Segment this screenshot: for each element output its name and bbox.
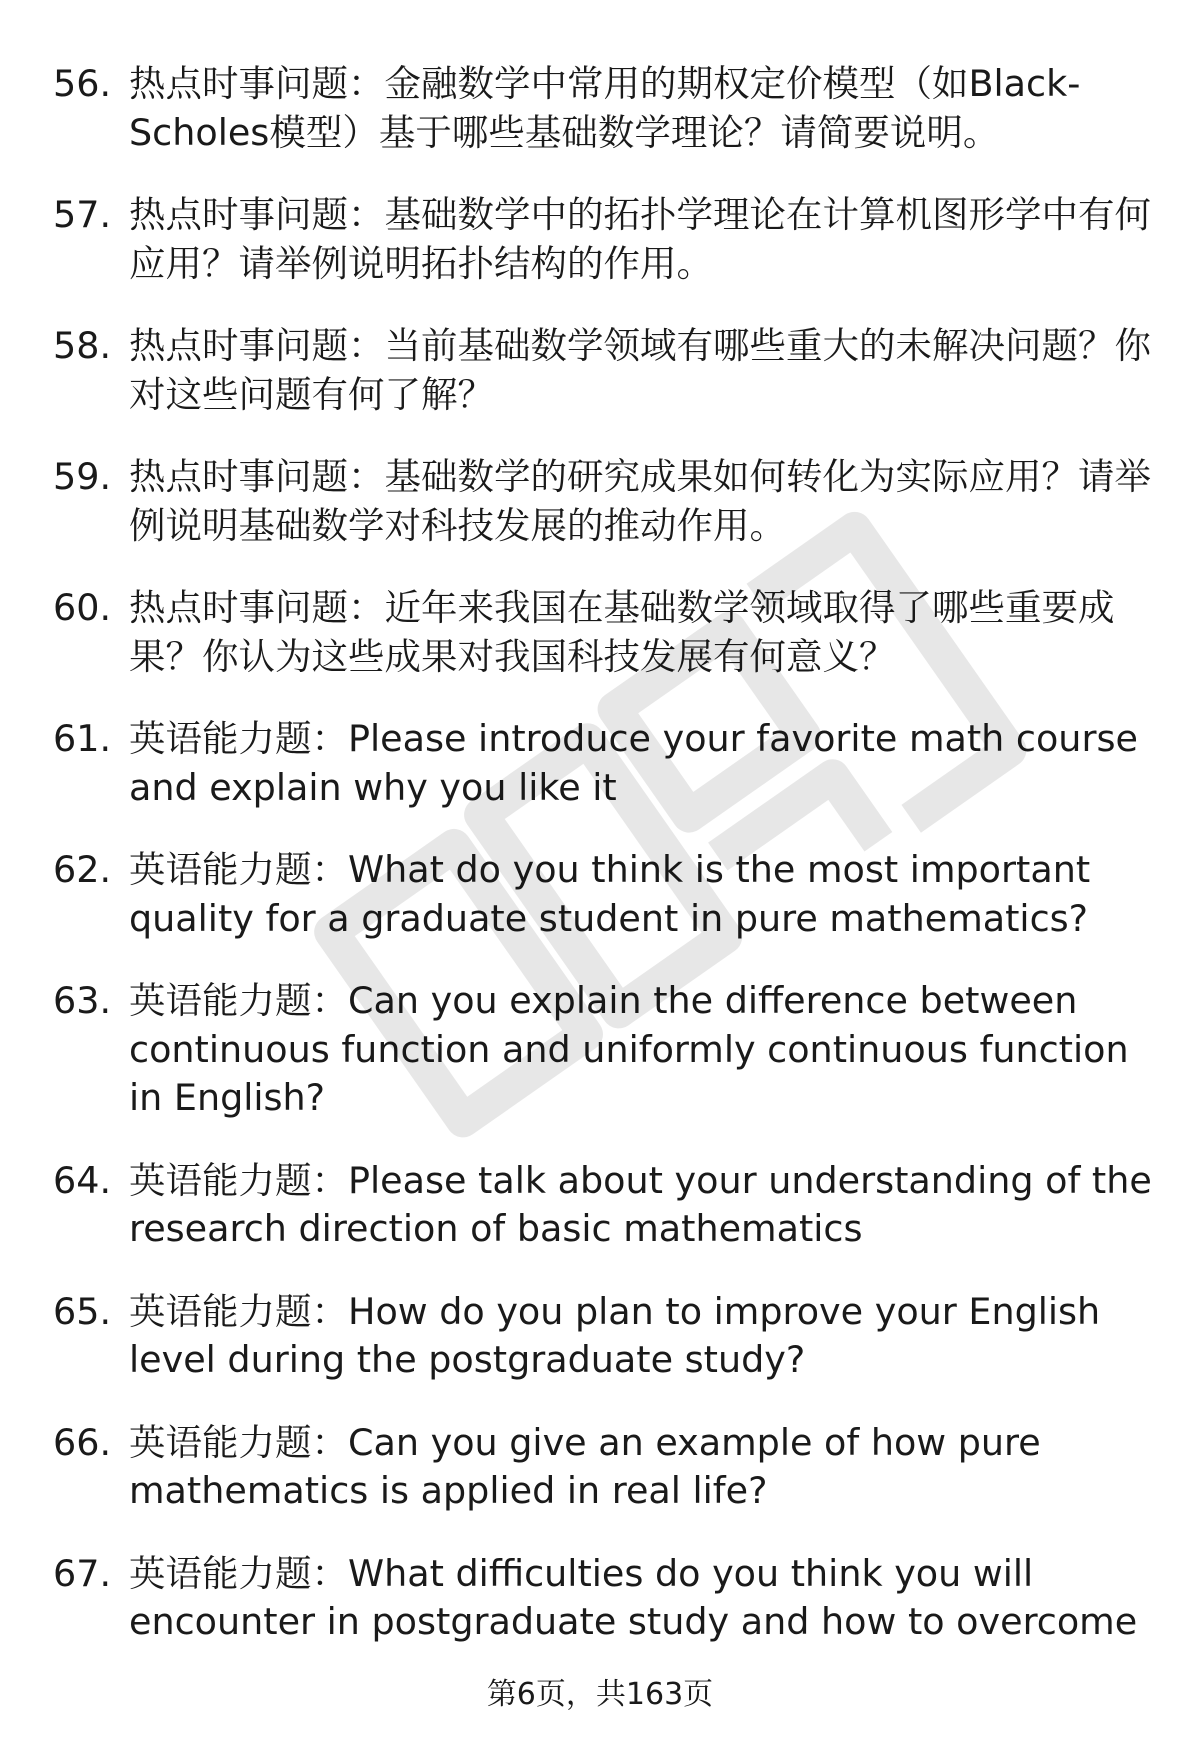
page-footer: 第6页，共163页 [486, 1677, 714, 1712]
question-item [53, 1550, 1160, 1647]
question-list [53, 60, 1160, 1647]
question-text: 热点时事问题：当前基础数学领域有哪些重大的未解决问题？你对这些问题有何了解？ [129, 324, 1151, 416]
question-text: 英语能力题：Can you give an example of how pure mathematics is applied in real life? [129, 1420, 1041, 1512]
question-number: 67. [53, 1551, 112, 1595]
question-item [53, 584, 1160, 681]
question-number: 57. [53, 193, 112, 236]
question-text: 英语能力题：How do you plan to improve your English level during the postgraduate study? [129, 1289, 1101, 1381]
question-text: 英语能力题：Please talk about your understanding of the research direction of basic mathematics [129, 1158, 1152, 1250]
question-number: 61. [53, 717, 112, 760]
question-number: 63. [53, 979, 112, 1022]
question-item [53, 977, 1160, 1123]
question-text: 热点时事问题：金融数学中常用的期权定价模型（如Black-Scholes模型）基于哪些基础数学理论？请简要说明。 [129, 62, 1081, 154]
question-text: 热点时事问题：近年来我国在基础数学领域取得了哪些重要成果？你认为这些成果对我国科技发展有何意义？ [129, 586, 1115, 678]
question-text: 热点时事问题：基础数学的研究成果如何转化为实际应用？请举例说明基础数学对科技发展的推动作用。 [129, 455, 1151, 547]
question-item [53, 453, 1160, 550]
question-number: 66. [53, 1420, 112, 1464]
question-text: 英语能力题：Please introduce your favorite math course and explain why you like it [129, 717, 1138, 809]
question-number: 58. [53, 324, 112, 367]
question-item [53, 1419, 1160, 1516]
question-item [53, 191, 1160, 288]
question-text: 英语能力题：What do you think is the most important quality for a graduate student in pure mathematics? [129, 848, 1091, 940]
question-text: 英语能力题：What difficulties do you think you will encounter in postgraduate study and how to overcome [129, 1551, 1138, 1643]
question-item [53, 1288, 1160, 1385]
question-item [53, 322, 1160, 419]
question-item [53, 846, 1160, 943]
question-number: 56. [53, 62, 112, 105]
question-text: 英语能力题：Can you explain the difference between continuous function and uniformly continuous function in English? [129, 979, 1129, 1119]
question-number: 62. [53, 848, 112, 891]
question-item [53, 1157, 1160, 1254]
question-item [53, 715, 1160, 812]
question-item [53, 60, 1160, 157]
question-number: 64. [53, 1158, 112, 1202]
question-number: 65. [53, 1289, 112, 1333]
question-number: 60. [53, 586, 112, 629]
question-text: 热点时事问题：基础数学中的拓扑学理论在计算机图形学中有何应用？请举例说明拓扑结构的作用。 [129, 193, 1151, 285]
question-number: 59. [53, 455, 112, 498]
